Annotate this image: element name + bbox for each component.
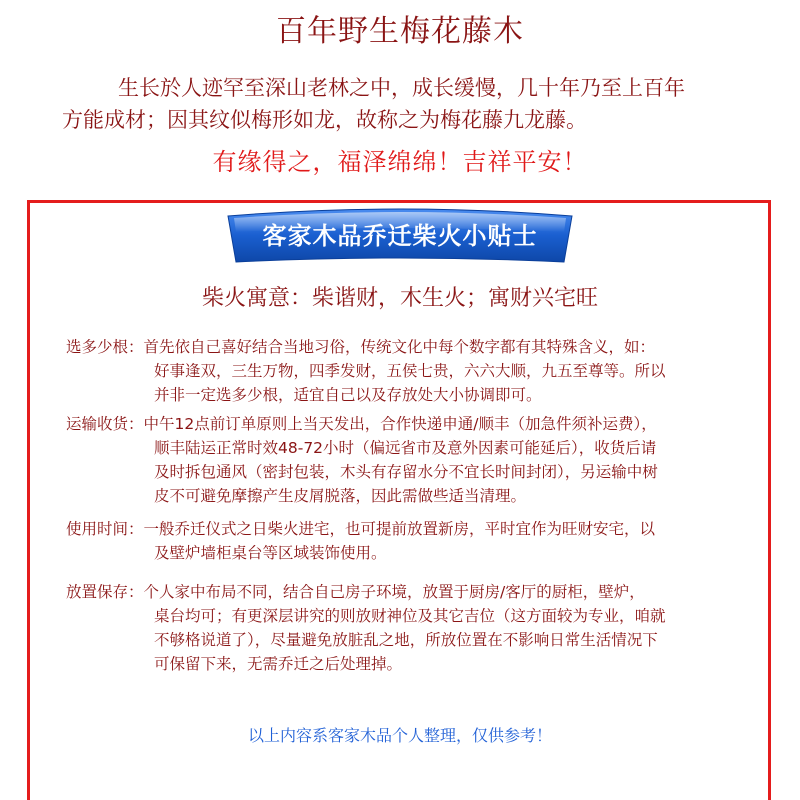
tip-line: 顺丰陆运正常时效48-72小时（偏远省市及意外因素可能延后），收货后请 [154,439,657,457]
tip-storage [66,580,756,676]
tip-line: 一般乔迁仪式之日柴火进宅，也可提前放置新房，平时宜作为旺财安宅，以 [143,520,656,538]
tip-line: 不够格说道了），尽量避免放脏乱之地，所放位置在不影响日常生活情况下 [154,631,658,649]
disclaimer-note: 以上内容系客家木品个人整理，仅供参考！ [247,726,552,745]
tip-line: 可保留下来，无需乔迁之后处理掉。 [154,655,403,673]
tip-shipping [66,412,756,508]
tip-line: 皮不可避免摩擦产生皮屑脱落，因此需做些适当清理。 [154,487,527,505]
tip-line: 好事逢双，三生万物，四季发财，五侯七贵，六六大顺，九五至尊等。所以 [154,362,666,380]
tips-banner [222,204,578,268]
page-title: 百年野生梅花藤木 [276,14,524,49]
intro-paragraph [62,72,752,136]
banner-title: 客家木品乔迁柴火小贴士 [262,222,538,250]
tip-line: 及壁炉墙柜桌台等区域装饰使用。 [154,544,387,562]
tip-line: 个人家中布局不同，结合自己房子环境，放置于厨房/客厅的厨柜，壁炉， [143,583,645,601]
blessing-text: 有缘得之，福泽绵绵！吉祥平安！ [212,148,588,176]
tip-line: 及时拆包通风（密封包装，木头有存留水分不宜长时间封闭），另运输中树 [154,463,658,481]
tip-label: 放置保存： [66,583,144,601]
tip-line: 首先依自己喜好结合当地习俗，传统文化中每个数字都有其特殊含义，如： [143,338,656,356]
meaning-subtitle: 柴火寓意：柴谐财，木生火；寓财兴宅旺 [201,286,598,311]
tip-label: 使用时间： [66,520,144,538]
tip-label: 运输收货： [66,415,144,433]
intro-line-2: 方能成材；因其纹似梅形如龙，故称之为梅花藤九龙藤。 [62,108,587,132]
tip-quantity [66,335,756,407]
tip-label: 选多少根： [66,338,144,356]
tip-line: 中午12点前订单原则上当天发出，合作快递申通/顺丰（加急件须补运费）， [143,415,657,433]
intro-line-1: 生长於人迹罕至深山老林之中，成长缓慢，几十年乃至上百年 [118,76,685,100]
tip-line: 桌台均可；有更深层讲究的则放财神位及其它吉位（这方面较为专业，咱就 [154,607,666,625]
tip-line: 并非一定选多少根，适宜自己以及存放处大小协调即可。 [154,386,542,404]
tip-usage-time [66,517,756,565]
